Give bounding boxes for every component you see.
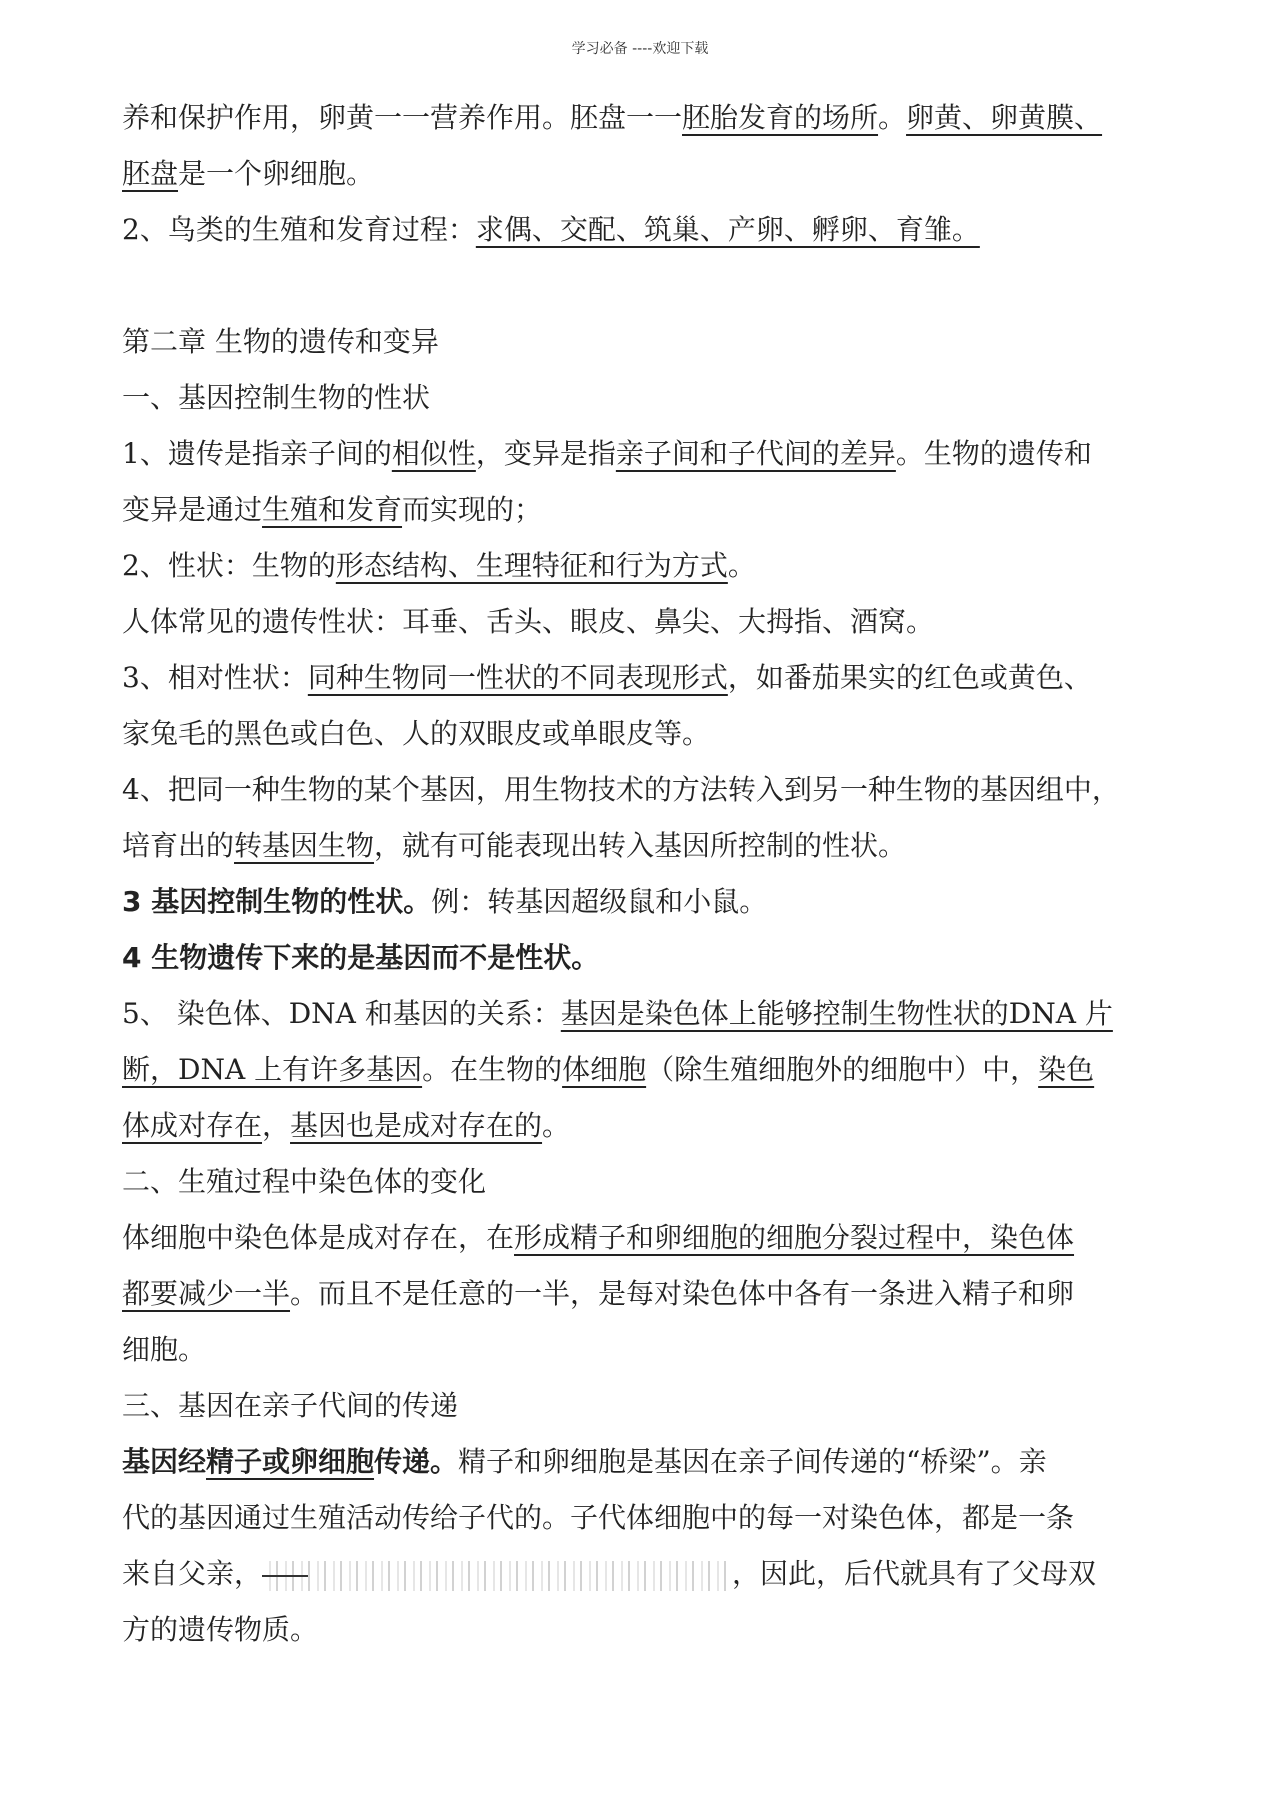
bold-text: 3 基因控制生物的性状。: [122, 885, 432, 918]
text-line: [122, 314, 1172, 370]
text-run: ，因此，后代就具有了父母双: [732, 1557, 1097, 1590]
text-run: 人体常见的遗传性状：耳垂、舌头、眼皮、鼻尖、大拇指、酒窝。: [122, 605, 935, 638]
text-run: ，就有可能表现出转入基因所控制的性状。: [374, 829, 907, 862]
text-run: 养和保护作用，卵黄一一营养作用。胚盘一一: [122, 101, 683, 134]
text-run: 二、生殖过程中染色体的变化: [122, 1165, 487, 1198]
text-line: [122, 1210, 1172, 1266]
underlined-key-term: 转基因生物: [234, 829, 375, 862]
text-line: [122, 482, 1172, 538]
text-run: 细胞。: [122, 1333, 207, 1366]
text-run: 。而且不是任意的一半，是每对染色体中各有一条进入精子和卵: [290, 1277, 1075, 1310]
text-run: 而实现的；: [402, 493, 543, 526]
text-run: 。: [727, 549, 756, 582]
text-line: [122, 1322, 1172, 1378]
text-line: [122, 650, 1172, 706]
text-line: [122, 1546, 1172, 1602]
underlined-key-term: 体成对存在: [122, 1109, 263, 1142]
text-run: 体细胞中染色体是成对存在，在: [122, 1221, 515, 1254]
text-line: [122, 1490, 1172, 1546]
text-line: [122, 146, 1172, 202]
text-line: [122, 762, 1172, 818]
text-line: [122, 594, 1172, 650]
text-run: ，: [262, 1109, 291, 1142]
underlined-key-term: 亲子间和子代间的差异: [615, 437, 896, 470]
underlined-key-term: 生殖和发育: [262, 493, 403, 526]
text-run: 例：转基因超级鼠和小鼠。: [431, 885, 768, 918]
bold-text: 基因经: [122, 1445, 207, 1478]
underlined-key-term: 同种生物同一性状的不同表现形式: [307, 661, 728, 694]
text-run: 精子和卵细胞是基因在亲子间传递的“桥梁”。亲: [458, 1445, 1047, 1478]
text-run: 。: [878, 101, 907, 134]
underlined-key-term: 体细胞: [562, 1053, 647, 1086]
text-run: 一、基因控制生物的性状: [122, 381, 431, 414]
text-run: 5、 染色体、DNA 和基因的关系：: [122, 997, 561, 1030]
underlined-key-term: 精子或卵细胞: [206, 1445, 375, 1478]
text-run: （除生殖细胞外的细胞中）中，: [646, 1053, 1039, 1086]
text-line: [122, 1042, 1172, 1098]
text-line: [122, 706, 1172, 762]
underlined-key-term: 形态结构、生理特征和行为方式: [335, 549, 728, 582]
underlined-key-term: 求偶、交配、筑巢、产卵、孵卵、育雏。: [475, 213, 980, 246]
text-line: [122, 1266, 1172, 1322]
text-run: 3、相对性状：: [122, 661, 308, 694]
text-run: 。在生物的: [422, 1053, 563, 1086]
underlined-key-term: 形成精子和卵细胞的细胞分裂过程中，染色体: [514, 1221, 1075, 1254]
text-line: [122, 1098, 1172, 1154]
text-line: [122, 930, 1172, 986]
underlined-key-term: 都要减少一半: [122, 1277, 291, 1310]
underlined-key-term: 相似性: [391, 437, 476, 470]
document-body: [122, 90, 1172, 1658]
text-line: [122, 874, 1172, 930]
text-run: ，变异是指: [475, 437, 616, 470]
text-run: 来自父亲，: [122, 1557, 263, 1590]
underlined-key-term: 染色: [1038, 1053, 1095, 1086]
text-run: 方的遗传物质。: [122, 1613, 319, 1646]
text-line: [122, 1154, 1172, 1210]
redacted-region: [262, 1561, 732, 1591]
text-line: [122, 370, 1172, 426]
bold-text: 传递。: [374, 1445, 459, 1478]
text-run: 培育出的: [122, 829, 235, 862]
text-line: [122, 1378, 1172, 1434]
underlined-key-term: 卵黄、卵黄膜、: [906, 101, 1103, 134]
text-line: [122, 202, 1172, 258]
text-run: 2、性状：生物的: [122, 549, 336, 582]
text-run: 代的基因通过生殖活动传给子代的。子代体细胞中的每一对染色体，都是一条: [122, 1501, 1075, 1534]
text-run: 是一个卵细胞。: [178, 157, 375, 190]
text-run: 2、鸟类的生殖和发育过程：: [122, 213, 476, 246]
text-line: [122, 818, 1172, 874]
underlined-key-term: 胚盘: [122, 157, 179, 190]
text-line: [122, 90, 1172, 146]
text-line: [122, 538, 1172, 594]
text-run: ，如番茄果实的红色或黄色、: [727, 661, 1092, 694]
blank-line: [122, 258, 1172, 314]
text-run: 4、把同一种生物的某个基因，用生物技术的方法转入到另一种生物的基因组中，: [122, 773, 1120, 806]
text-line: [122, 1434, 1172, 1490]
text-run: 变异是通过: [122, 493, 263, 526]
text-line: [122, 1602, 1172, 1658]
text-run: 1、遗传是指亲子间的: [122, 437, 392, 470]
text-run: 三、基因在亲子代间的传递: [122, 1389, 459, 1422]
text-run: 。生物的遗传和: [895, 437, 1092, 470]
text-run: 家兔毛的黑色或白色、人的双眼皮或单眼皮等。: [122, 717, 711, 750]
text-line: [122, 426, 1172, 482]
text-run: 第二章 生物的遗传和变异: [122, 325, 439, 358]
underlined-key-term: 基因也是成对存在的: [290, 1109, 543, 1142]
bold-text: 4 生物遗传下来的是基因而不是性状。: [122, 941, 600, 974]
underlined-key-term: 断，DNA 上有许多基因: [122, 1053, 423, 1086]
underlined-key-term: 基因是染色体上能够控制生物性状的DNA 片: [560, 997, 1113, 1030]
text-line: [122, 986, 1172, 1042]
page-header: 学习必备 ----欢迎下载: [571, 41, 709, 57]
text-run: 。: [542, 1109, 571, 1142]
underlined-key-term: 胚胎发育的场所: [682, 101, 879, 134]
